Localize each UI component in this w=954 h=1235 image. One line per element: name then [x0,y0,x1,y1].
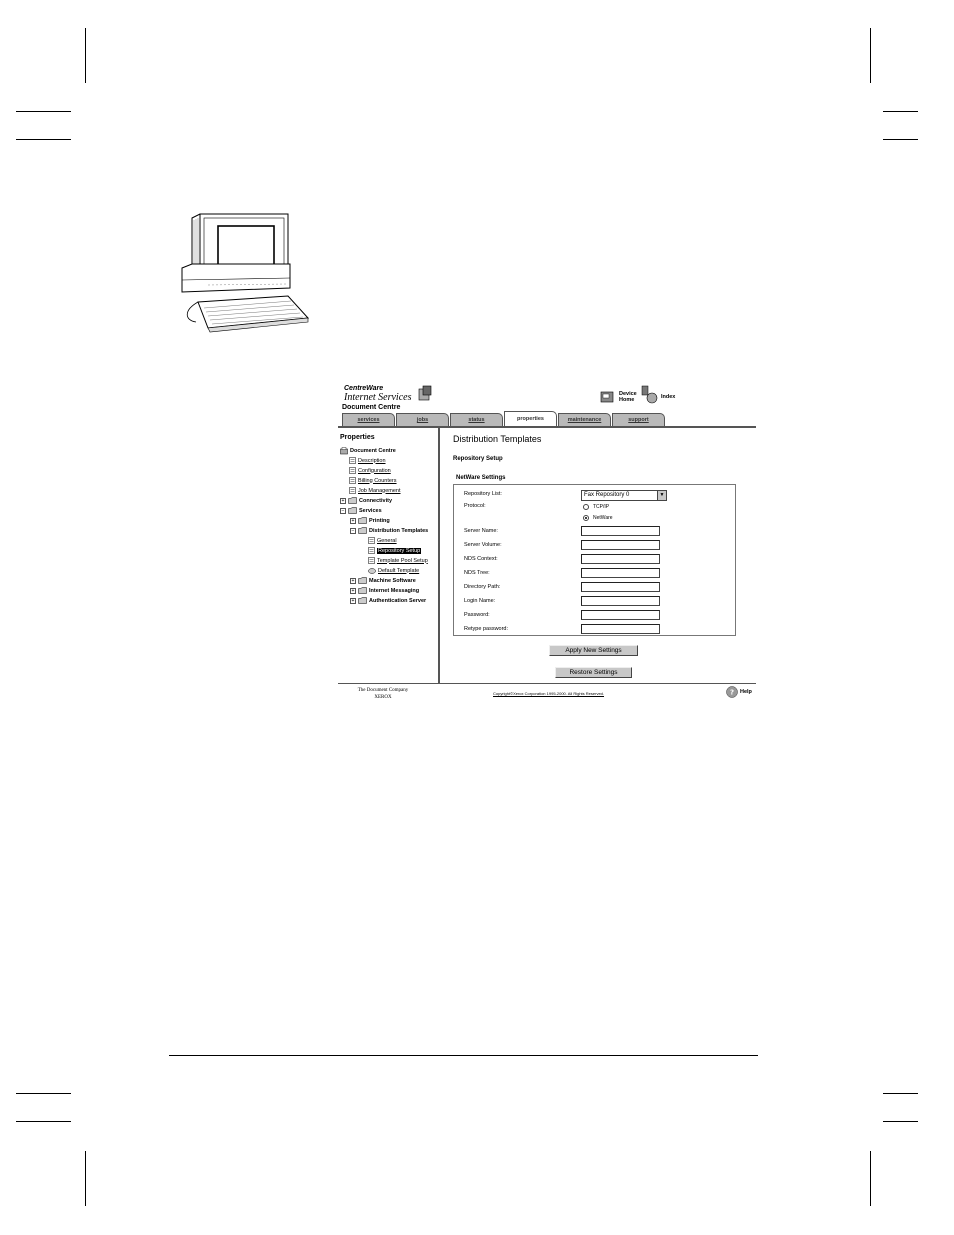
expand-icon[interactable]: + [351,517,355,524]
expand-icon[interactable]: + [351,577,355,584]
help-link[interactable]: ? Help [726,686,752,698]
page-title: Distribution Templates [453,434,542,444]
help-icon [726,686,738,698]
tree-label: Connectivity [359,497,393,504]
protocol-tcpip-label: TCP/IP [593,504,610,510]
password-input[interactable] [581,610,660,620]
device-name: Document Centre [342,404,401,411]
tree-label: General [377,537,397,544]
document-icon [349,487,356,494]
tree-item-document-centre[interactable] [340,446,396,455]
tab-services[interactable]: services [342,413,395,426]
expand-icon[interactable]: + [351,597,355,604]
retype-password-label: Retype password: [464,626,509,632]
computer-illustration [178,210,314,340]
tree-label: Repository Setup [378,547,421,554]
printer-icon [340,447,348,455]
device-home-link[interactable]: Device Home [619,391,637,403]
sidebar-divider [438,428,440,683]
expand-icon[interactable]: + [351,587,355,594]
tab-status[interactable]: status [450,413,503,426]
tree-label: Configuration [358,467,391,474]
brand-centreware: CentreWare [344,385,384,392]
tree-item-machine-software[interactable] [350,576,416,585]
tab-maintenance[interactable]: maintenance [558,413,611,426]
nds-tree-input[interactable] [581,568,660,578]
crop-mark [883,1093,918,1094]
crop-mark [883,139,918,140]
document-icon [349,457,356,464]
chevron-down-icon: ▼ [657,491,666,500]
crop-mark [16,111,71,112]
collapse-icon[interactable]: − [351,527,355,534]
tree-item-description[interactable] [349,456,386,465]
tree-label: Services [359,507,382,514]
document-icon [349,477,356,484]
printer-logo-icon [418,385,432,401]
crop-mark [16,139,71,140]
directory-path-input[interactable] [581,582,660,592]
crop-mark [883,111,918,112]
tab-properties[interactable]: properties [504,411,557,426]
crop-mark [883,1121,918,1122]
centreware-screenshot [338,381,756,707]
tree-label: Template Pool Setup [377,557,428,564]
server-name-input[interactable] [581,526,660,536]
tree-item-billing-counters[interactable] [349,476,397,485]
index-link[interactable]: Index [661,394,676,400]
tree-item-connectivity[interactable] [340,496,392,505]
server-volume-input[interactable] [581,540,660,550]
folder-icon [358,517,367,524]
netware-settings-group [453,484,736,636]
collapse-icon[interactable]: − [341,507,345,514]
tree-label: Billing Counters [358,477,397,484]
protocol-netware-radio[interactable] [583,515,589,521]
crop-mark [870,28,871,83]
server-name-label: Server Name: [464,528,498,534]
protocol-label: Protocol: [464,503,486,509]
tree-item-internet-messaging[interactable] [350,586,419,595]
section-title: Repository Setup [453,456,503,462]
server-volume-label: Server Volume: [464,542,502,548]
tree-label: Default Template [378,567,420,574]
template-icon [368,567,376,574]
xerox-company-logo: The Document Company XEROX [357,688,409,700]
crop-mark [870,1151,871,1206]
footer-rule [338,683,756,684]
tree-label: Machine Software [369,577,416,584]
folder-icon [358,587,367,594]
tree-item-general[interactable] [368,536,397,545]
tree-item-job-management[interactable] [349,486,401,495]
login-name-label: Login Name: [464,598,496,604]
copyright-link[interactable]: Copyright©Xerox Corporation 1995-2000. All Rights Reserved. [493,691,605,696]
crop-mark [85,28,86,83]
tree-item-printing[interactable] [350,516,390,525]
document-icon [368,537,375,544]
group-title: NetWare Settings [456,475,506,481]
svg-text:?: ? [729,688,735,697]
crop-mark [16,1093,71,1094]
document-icon [368,557,375,564]
tree-item-distribution-templates[interactable] [350,526,428,535]
folder-icon [358,597,367,604]
folder-icon [348,497,357,504]
tree-label: Distribution Templates [369,527,429,534]
tree-label: Internet Messaging [369,587,420,594]
repository-list-select[interactable]: Fax Repository 0 ▼ [581,490,667,501]
tree-item-repository-setup[interactable] [368,546,421,555]
tree-item-authentication-server[interactable] [350,596,426,605]
crop-mark [85,1151,86,1206]
protocol-tcpip-radio[interactable] [583,504,589,510]
folder-icon [358,577,367,584]
tree-item-default-template[interactable] [368,566,419,575]
index-icon[interactable] [640,385,660,405]
device-home-icon[interactable] [600,389,616,403]
nds-context-input[interactable] [581,554,660,564]
tree-label: Printing [369,517,390,524]
restore-settings-button[interactable]: Restore Settings [555,667,632,678]
page-rule [169,1055,758,1056]
repository-list-label: Repository List: [464,491,502,497]
expand-icon[interactable]: + [341,497,345,504]
password-label: Password: [464,612,490,618]
properties-sidebar [338,431,438,683]
sidebar-title: Properties [340,434,375,441]
tree-label: Description [358,457,386,464]
tree-item-configuration[interactable] [349,466,391,475]
brand-internet-services: Internet Services [344,392,412,403]
apply-new-settings-button[interactable]: Apply New Settings [549,645,638,656]
tab-rule [338,426,756,428]
tree-label: Document Centre [350,447,396,454]
tree-item-services[interactable] [340,506,382,515]
tree-label: Authentication Server [369,597,427,604]
document-icon [368,547,375,554]
crop-mark [16,1121,71,1122]
directory-path-label: Directory Path: [464,584,501,590]
tree-label: Job Management [358,487,401,494]
retype-password-input[interactable] [581,624,660,634]
login-name-input[interactable] [581,596,660,606]
tree-item-template-pool-setup[interactable] [368,556,428,565]
nds-context-label: NDS Context: [464,556,498,562]
folder-icon [348,507,357,514]
tab-bar [342,413,666,426]
nds-tree-label: NDS Tree: [464,570,490,576]
document-icon [349,467,356,474]
folder-icon [358,527,367,534]
tab-support[interactable]: support [612,413,665,426]
protocol-netware-label: NetWare [593,515,613,521]
tab-jobs[interactable]: jobs [396,413,449,426]
